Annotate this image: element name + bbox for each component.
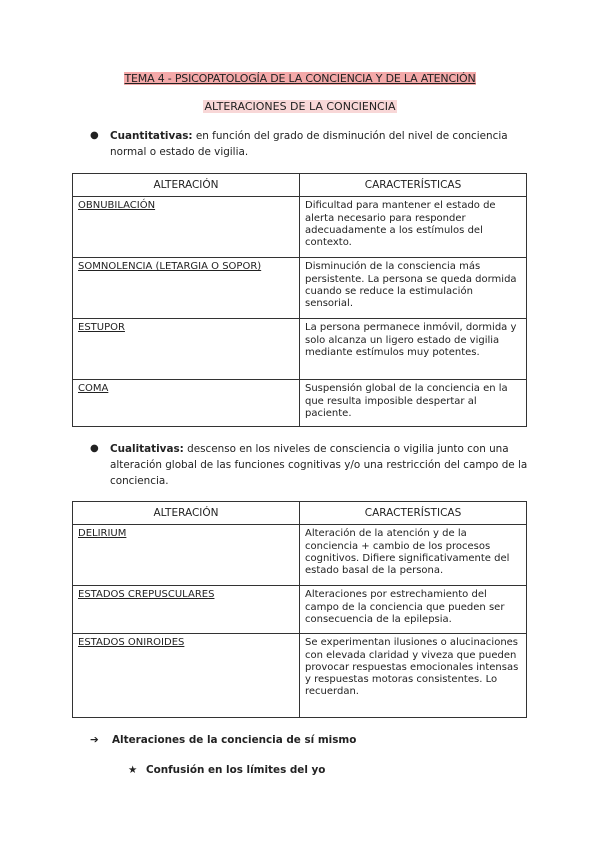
alteracion-cell: ESTADOS ONIROIDES [73,634,300,718]
table-row [73,197,527,258]
bullet-dot-icon: ● [90,130,99,141]
column-header: CARACTERÍSTICAS [300,502,527,525]
column-header: ALTERACIÓN [73,174,300,197]
star-item-text: Confusión en los límites del yo [146,764,326,776]
alteracion-cell: SOMNOLENCIA (LETARGIA O SOPOR) [73,258,300,319]
bullet-cualitativas [90,441,535,489]
caracteristicas-cell: La persona permanece inmóvil, dormida y solo alcanza un ligero estado de vigilia mediante estímulos muy potentes. [300,319,527,380]
table-row [73,319,527,380]
bullet-cuantitativas [90,128,535,160]
table-cualitativas [72,501,527,718]
caracteristicas-cell: Dificultad para mantener el estado de alerta necesario para responder adecuadamente a los estímulos del contexto. [300,197,527,258]
caracteristicas-cell: Se experimentan ilusiones o alucinaciones con elevada claridad y viveza que pueden provocar respuestas emocionales intensas y respuestas motoras consistentes. Lo recuerdan. [300,634,527,718]
caracteristicas-cell: Alteraciones por estrechamiento del campo de la conciencia que pueden ser consecuencia de la epilepsia. [300,586,527,634]
arrow-item-text: Alteraciones de la conciencia de sí mismo [112,734,357,746]
table-row [73,586,527,634]
column-header: CARACTERÍSTICAS [300,174,527,197]
table-row [73,525,527,586]
table-header-row [73,174,527,197]
bullet-label: Cualitativas: [110,443,184,455]
star-icon: ★ [128,764,138,776]
caracteristicas-cell: Alteración de la atención y de la conciencia + cambio de los procesos cognitivos. Difiere significativamente del estado basal de la persona. [300,525,527,586]
alteracion-cell: ESTADOS CREPUSCULARES [73,586,300,634]
table-row [73,380,527,427]
table-row [73,258,527,319]
table-cuantitativas [72,173,527,427]
bullet-text: descenso en los niveles de consciencia o vigilia junto con una alteración global de las funciones cognitivas y/o una restricción del campo de la conciencia. [110,443,528,487]
bullet-dot-icon: ● [90,443,99,454]
alteracion-cell: COMA [73,380,300,427]
bullet-label: Cuantitativas: [110,130,193,142]
section-heading: ALTERACIONES DE LA CONCIENCIA [204,100,396,113]
table-row [73,634,527,718]
table-header-row [73,502,527,525]
column-header: ALTERACIÓN [73,502,300,525]
alteracion-cell: DELIRIUM [73,525,300,586]
arrow-item [90,734,356,746]
alteracion-cell: ESTUPOR [73,319,300,380]
alteracion-cell: OBNUBILACIÓN [73,197,300,258]
caracteristicas-cell: Suspensión global de la conciencia en la que resulta imposible despertar al paciente. [300,380,527,427]
bullet-text: en función del grado de disminución del nivel de conciencia normal o estado de vigilia. [110,130,508,158]
caracteristicas-cell: Disminución de la consciencia más persistente. La persona se queda dormida cuando se reduce la estimulación sensorial. [300,258,527,319]
page-title: TEMA 4 - PSICOPATOLOGÍA DE LA CONCIENCIA Y DE LA ATENCIÓN [124,72,476,85]
arrow-right-icon: ➔ [90,734,99,746]
star-item [128,764,325,776]
